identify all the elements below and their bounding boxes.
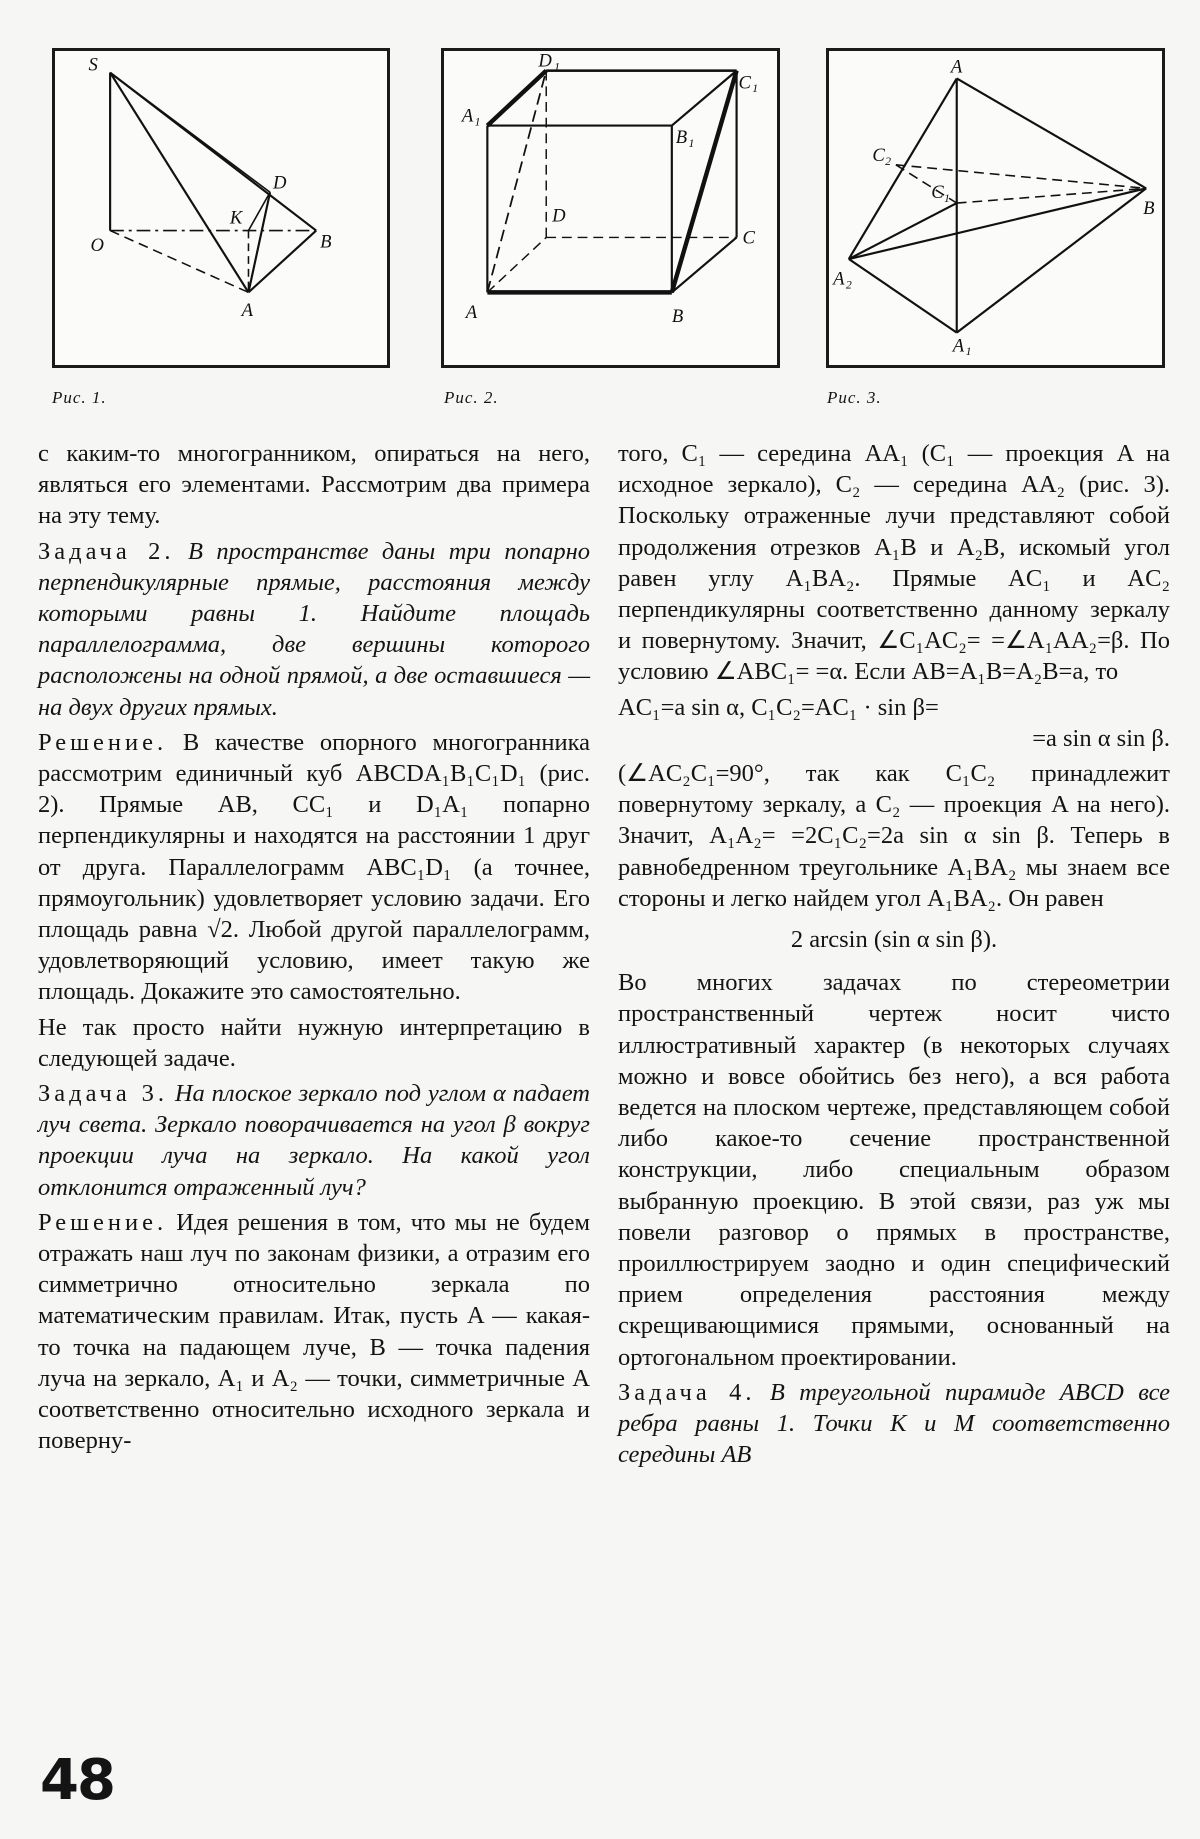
problem-4-label: Задача 4. xyxy=(618,1378,756,1406)
figure-1-caption: Рис. 1. xyxy=(52,388,107,407)
problem-2-text: В пространстве даны три попарно перпендикулярные прямые, расстояния между которыми равны 1. Найдите площадь параллелограмма, две вершины которого расположены на одной прямой, а две оставшиеся — на двух других прямых. xyxy=(38,537,591,721)
paragraph: Во многих задачах по стереометрии пространственный чертеж носит чисто иллюстративный характер (в некоторых случаях можно и вовсе обойтись без него), а вся работа ведется на плоском чертеже, представляющем собой либо какое-то сечение пространственной конструкции, либо специальным образом выбранную проекцию. В этой связи, раз уж мы повели разговор о прямых в пространстве, проиллюстрируем заодно и один специфический прием определения расстояния между скрещивающимися прямыми, основанный на ортогональном проектировании. xyxy=(618,969,1170,1371)
label-b1-sub: 1 xyxy=(688,137,695,151)
paragraph: (∠AC₂C₁=90°, так как C₁C₂ принадлежит повернутому зеркалу, а C₂ — проекция A на него). Значит, A₁A₂= =2C₁C₂=2a sin α sin β. Теперь в равнобедренном треугольнике A₁BA₂ мы знаем все стороны и легко найдем угол A₁BA₂. Он равен xyxy=(618,760,1170,912)
figure-2 xyxy=(441,48,780,368)
label-c1-sub: 1 xyxy=(943,192,950,206)
solution-2-text: В качестве опорного многогранника рассмотрим единичный куб ABCDA₁B₁C₁D₁ (рис. 2). Прямые AB, CC₁ и D₁A₁ попарно перпендикулярны и находятся на расстоянии 1 друг от друга. Параллелограмм ABC₁D₁ (а точнее, прямоугольник) удовлетворяет условию задачи. Его площадь равна √2. Любой другой параллелограмм, удовлетворяющий условию, имеет такую же площадь. Докажите это самостоятельно. xyxy=(38,728,590,1006)
label-d1-sub: 1 xyxy=(554,60,560,74)
label-k: K xyxy=(229,207,243,229)
label-a1-sub: 1 xyxy=(965,345,972,359)
solution-3-label: Решение. xyxy=(38,1208,168,1236)
solution-2 xyxy=(38,727,590,1008)
solution-3 xyxy=(38,1207,590,1457)
label-c2: C xyxy=(872,144,885,166)
label-c: C xyxy=(742,227,755,249)
formula-line-2: =a sin α sin β. xyxy=(1032,724,1170,752)
label-d: D xyxy=(273,172,287,194)
label-c1: C xyxy=(738,72,751,94)
right-column xyxy=(618,438,1170,1475)
label-a1-sub: 1 xyxy=(474,115,481,129)
label-c1: C xyxy=(931,182,944,204)
problem-3 xyxy=(38,1078,590,1203)
label-a2-sub: 2 xyxy=(845,278,852,292)
label-o: O xyxy=(90,235,104,257)
solution-3-text: Идея решения в том, что мы не будем отражать наш луч по законам физики, а отразим его симметрично относительно зеркала по математическим правилам. Итак, пусть A — какая-то точка на падающем луче, B — точка падения луча на зеркало, A₁ и A₂ — точки, симметричные A соответственно относительно исходного зеркала и поверну- xyxy=(38,1208,590,1455)
label-a: A xyxy=(950,56,963,78)
label-d1: D xyxy=(538,51,552,72)
figure-2-drawing xyxy=(444,51,777,365)
answer-formula: 2 arcsin (sin α sin β). xyxy=(790,926,998,954)
figure-1 xyxy=(52,48,390,368)
figure-3-caption: Рис. 3. xyxy=(827,388,882,407)
label-c2-sub: 2 xyxy=(885,154,891,168)
figure-3-drawing xyxy=(829,51,1162,365)
label-b: B xyxy=(1143,197,1155,219)
paragraph: того, C₁ — середина AA₁ (C₁ — проекция A на исходное зеркало), C₂ — середина AA₂ (рис. 3). Поскольку отраженные лучи представляют собой продолжения отрезков A₁B и A₂B, искомый угол равен углу A₁BA₂. Прямые AC₁ и AC₂ перпендикулярны соответственно данному зеркалу и повернутому. Значит, ∠C₁AC₂= =∠A₁AA₂=β. По условию ∠ABC₁= =α. Если AB=A₁B=A₂B=a, то xyxy=(618,440,1170,686)
problem-4-text: В треугольной пирамиде ABCD все ребра равны 1. Точки K и M соответственно середины AB xyxy=(618,1378,1171,1469)
page-number: 48 xyxy=(40,1748,114,1813)
label-b: B xyxy=(671,305,684,327)
label-a1: A xyxy=(952,335,965,357)
left-column xyxy=(38,438,590,1461)
figure-2-caption: Рис. 2. xyxy=(444,388,499,407)
label-s: S xyxy=(88,54,98,76)
figure-1-drawing xyxy=(55,51,387,365)
formula-line-1: AC₁=a sin α, C₁C₂=AC₁ · sin β= xyxy=(618,693,939,721)
problem-2 xyxy=(38,536,590,723)
problem-4 xyxy=(618,1377,1170,1471)
label-a2: A xyxy=(833,268,845,290)
label-d: D xyxy=(552,205,566,227)
label-a1: A xyxy=(461,105,474,127)
figure-3 xyxy=(826,48,1165,368)
label-b1: B xyxy=(675,127,688,149)
problem-2-label: Задача 2. xyxy=(38,537,175,565)
label-b: B xyxy=(320,231,332,253)
label-c1-sub: 1 xyxy=(752,82,759,96)
problem-3-text: На плоское зеркало под углом α падает луч света. Зеркало поворачивается на угол β вокруг проекции луча на зеркало. На какой угол отклонится отраженный луч? xyxy=(38,1080,590,1201)
paragraph: с каким-то многогранником, опираться на него, являться его элементами. Рассмотрим два примера на эту тему. xyxy=(38,440,590,530)
solution-2-label: Решение. xyxy=(38,728,168,756)
label-a: A xyxy=(465,301,478,323)
problem-3-label: Задача 3. xyxy=(38,1080,168,1108)
label-a: A xyxy=(241,299,253,321)
paragraph: Не так просто найти нужную интерпретацию в следующей задаче. xyxy=(38,1013,590,1072)
